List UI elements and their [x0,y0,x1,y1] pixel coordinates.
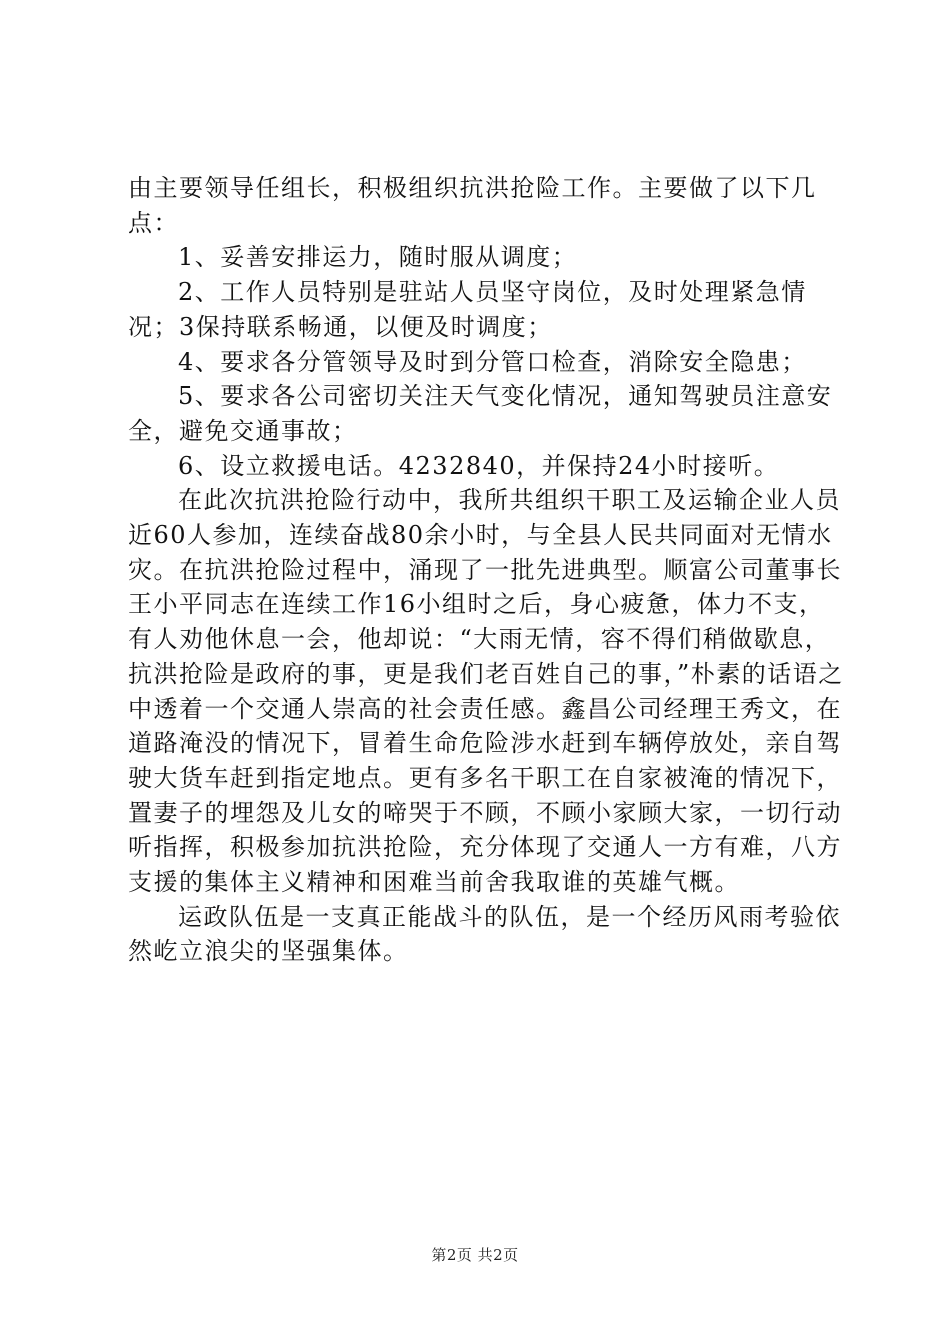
list-item-5: 5、要求各公司密切关注天气变化情况，通知驾驶员注意安全，避免交通事故； [128,382,833,445]
document-body [128,171,844,969]
list-item-6: 6、设立救援电话。4232840，并保持24小时接听。 [178,451,780,480]
list-item-2: 2、工作人员特别是驻站人员坚守岗位，及时处理紧急情况；3保持联系畅通，以便及时调度； [128,278,807,341]
paragraph-closing: 运政队伍是一支真正能战斗的队伍，是一个经历风雨考验依然屹立浪尖的坚强集体。 [128,902,841,966]
page-footer: 第2页 共2页 [431,1246,519,1264]
paragraph-main: 在此次抗洪抢险行动中，我所共组织干职工及运输企业人员近60人参加，连续奋战80余小时，与全县人民共同面对无情水灾。在抗洪抢险过程中，涌现了一批先进典型。顺富公司董事长王小平同志在连续工作16小组时之后，身心疲惫，体力不支，有人劝他休息一会，他却说：“大雨无情，容不得们稍做歇息，抗洪抢险是政府的事，更是我们老百姓自己的事，”朴素的话语之中透着一个交通人崇高的社会责任感。鑫昌公司经理王秀文，在道路淹没的情况下，冒着生命危险涉水赶到车辆停放处，亲自驾驶大货车赶到指定地点。更有多名干职工在自家被淹的情况下，置妻子的埋怨及儿女的啼哭于不顾，不顾小家顾大家，一切行动听指挥，积极参加抗洪抢险，充分体现了交通人一方有难，八方支援的集体主义精神和困难当前舍我取谁的英雄气概。 [128,486,844,897]
paragraph-intro: 由主要领导任组长，积极组织抗洪抢险工作。主要做了以下几点： [128,174,817,237]
list-item-1: 1、妥善安排运力，随时服从调度； [178,243,578,272]
list-item-4: 4、要求各分管领导及时到分管口检查，消除安全隐患； [178,347,807,376]
